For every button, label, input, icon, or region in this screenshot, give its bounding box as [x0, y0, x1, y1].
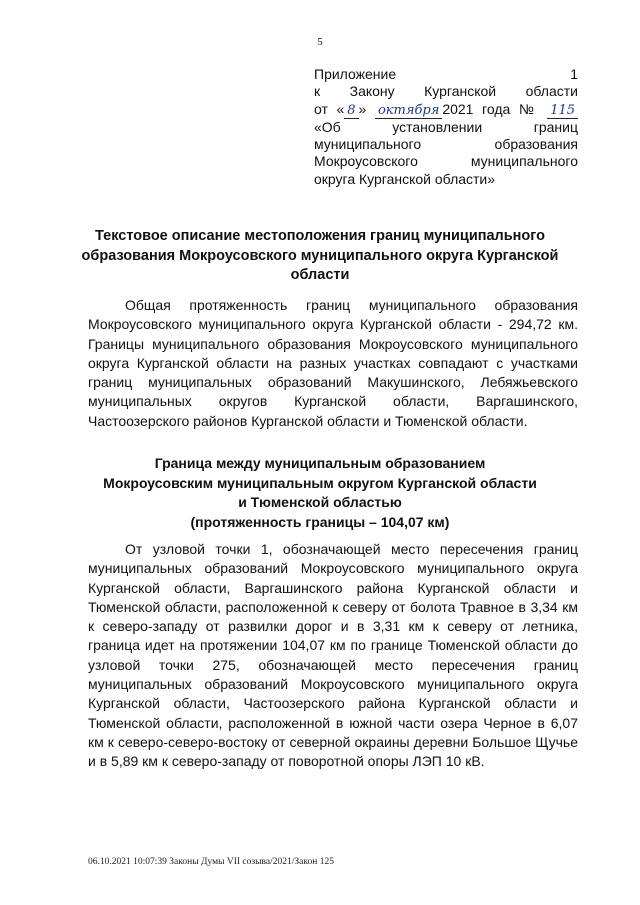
handwritten-month: октября [375, 103, 442, 119]
section-title-line-1: Граница между муниципальным образованием [154, 455, 486, 471]
appendix-word: Курганской [424, 83, 497, 100]
appendix-line-1 [314, 66, 578, 83]
page-number: 5 [317, 36, 323, 48]
appendix-date-prefix: от « [314, 100, 345, 117]
appendix-line-5 [314, 136, 578, 153]
main-title: Текстовое описание местоположения границ муниципального образования Мокроусовского муниципального округа Курганской области [81, 228, 559, 283]
section-title [60, 454, 580, 532]
section-title-line-3: и Тюменской областью [238, 494, 402, 510]
appendix-word: «Об [314, 118, 341, 135]
paragraph-boundary-description: От узловой точки 1, обозначающей место пересечения границ муниципальных образований Мокроусовского муниципального округа Курганской области, Варгашинского района Курганской области и Тюменской области, расположенной к северу от болота Травное в 3,34 км к северо-западу от развилки дорог и в 3,31 км к северу от летника, граница идет на протяжении 104,07 км по границе Тюменской области до узловой точки 275, обозначающей место пересечения границ муниципальных образований Мокроусовского муниципального округа Курганской области, Частоозерского района Курганской области и Тюменской области, расположенной в южной части озера Черное в 6,07 км к северо-северо-востоку от северной окраины деревни Большое Щучье и в 5,89 км к северо-западу от поворотной опоры ЛЭП 10 кВ. [88, 541, 578, 770]
appendix-line-4 [314, 119, 578, 136]
appendix-word: муниципального [470, 153, 578, 170]
section-title-line-2: Мокроусовским муниципальным округом Курганской области [103, 474, 537, 491]
appendix-line-3 [314, 101, 578, 119]
appendix-word: образования [494, 136, 578, 153]
appendix-word: области [525, 83, 578, 100]
appendix-header [314, 66, 578, 188]
handwritten-law-number: 115 [547, 103, 578, 119]
appendix-title: Приложение 1 [314, 66, 578, 82]
appendix-date-mid: » [358, 100, 367, 117]
appendix-word: установлении [392, 118, 483, 135]
appendix-line-6 [314, 153, 578, 170]
appendix-word: к [314, 83, 321, 100]
appendix-word: муниципального [314, 136, 422, 153]
appendix-word: Мокроусовского [314, 153, 418, 170]
appendix-line-7 [314, 171, 578, 188]
handwritten-day: 8 [344, 103, 358, 119]
appendix-year-label: 2021 года № [442, 100, 539, 117]
appendix-line-2 [314, 83, 578, 100]
appendix-word: границ [533, 118, 578, 135]
section-title-line-4: (протяженность границы – 104,07 км) [190, 513, 450, 530]
appendix-law-title-end: округа Курганской области» [314, 170, 496, 187]
appendix-word: Закону [349, 83, 395, 100]
document-footer: 06.10.2021 10:07:39 Законы Думы VII созыва/2021/Закон 125 [88, 857, 334, 867]
paragraph-total-length: Общая протяженность границ муниципального образования Мокроусовского муниципального округа Курганской области - 294,72 км. Границы муниципального образования Мокроусовского муниципального округа Курганской области на разных участках совпадают с участками границ муниципальных образований Макушинского, Лебяжьевского муниципальных округов Курганской области, Варгашинского, Частоозерского районов Курганской области и Тюменской области. [88, 297, 578, 429]
